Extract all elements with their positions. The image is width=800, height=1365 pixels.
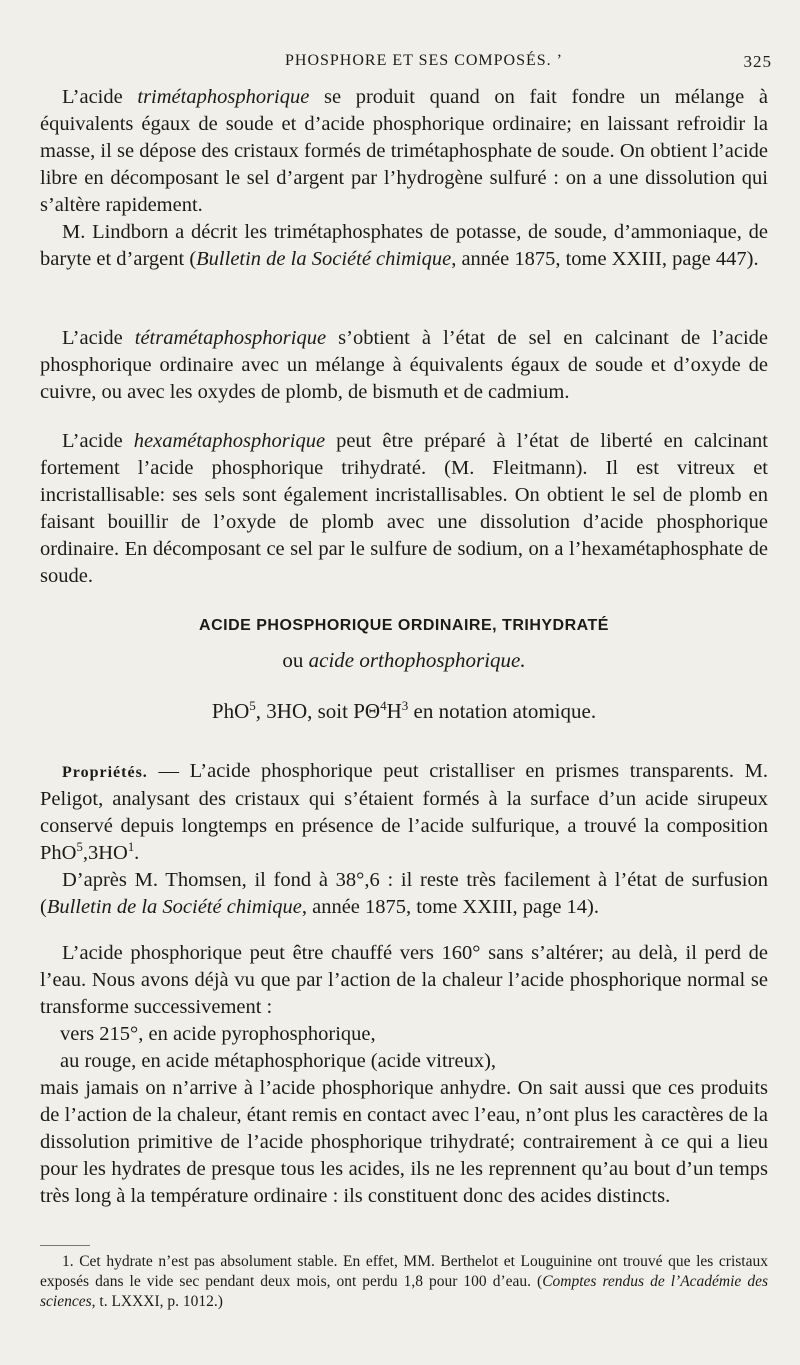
text-span: .	[134, 842, 140, 864]
text-span: M. Lindborn a décrit les trimétaphosphates de potasse, de soude, d’ammoniaque, de baryte et d’argent (	[40, 221, 768, 270]
text-span: L’acide	[62, 430, 134, 452]
text-span: mais jamais on n’arrive à l’acide phosphorique anhydre. On sait aussi que ces produits de l’action de la chaleur, étant remis en contact avec l’eau, n’ont plus les caractères de la dissolution primitive de l’acide phosphorique trihydraté; contrairement à ce qui a lieu pour les hydrates de presque tous les acides, ils ne les reprennent qu’au bout d’un temps très long à la température ordinaire : ils constituent donc des acides distincts.	[40, 1077, 768, 1207]
text-span: L’acide	[62, 86, 138, 108]
section-subheading	[40, 648, 768, 673]
citation-title: Comptes rendus de l’Académie des sciences	[40, 1273, 768, 1310]
text-span: PhO	[211, 699, 250, 723]
text-block-properties	[40, 758, 768, 921]
citation-title: Bulletin de la Société chimique	[46, 896, 302, 918]
text-span: 1. Cet hydrate n’est pas absolument stable. En effet, MM. Berthelot et Louguinine ont trouvé que les cristaux exposés dans le vide sec pendant deux mois, ont perdu 1,8 pour 100 d’eau. (	[40, 1253, 768, 1290]
paragraph-hexametaphosphoric	[40, 428, 768, 590]
text-span: L’acide phosphorique peut être chauffé vers 160° sans s’altérer; au delà, il perd de l’eau. Nous avons déjà vu que par l’action de la chaleur l’acide phosphorique normal se transforme successivement :	[40, 942, 768, 1018]
superscript: 5	[76, 840, 83, 855]
text-span: ou	[282, 648, 309, 672]
citation-title: Bulletin de la Société chimique	[196, 248, 452, 270]
footnote-text	[40, 1252, 768, 1312]
running-title: PHOSPHORE ET SES COMPOSÉS. ’	[285, 52, 563, 69]
paragraph-heating	[40, 940, 768, 1210]
text-block-metaphosphoric	[40, 84, 768, 273]
footnote-rule	[40, 1245, 90, 1246]
text-span: , t. LXXXI, p. 1012.)	[91, 1293, 223, 1310]
paragraph-lindborn	[40, 219, 768, 273]
chemical-formula	[40, 699, 768, 724]
footnote-marker: 1	[127, 840, 135, 855]
paragraph-thomsen	[40, 867, 768, 921]
run-in-heading: Propriétés.	[62, 764, 148, 781]
text-span: ,3HO	[82, 842, 128, 864]
text-span: , 3HO, soit PΘ	[255, 699, 381, 723]
text-block-hexametaphosphoric	[40, 428, 768, 590]
paragraph-trimetaphosphoric	[40, 84, 768, 219]
paragraph-tetrametaphosphoric	[40, 325, 768, 406]
text-span: D’après M. Thomsen, il fond à 38°,6 : il reste très facilement à l’état de surfusion (	[40, 869, 768, 918]
italic-term: acide orthophosphorique.	[308, 648, 526, 672]
text-span: en notation atomique.	[408, 699, 597, 723]
text-span: s’obtient à l’état de sel en calcinant de l’acide phosphorique ordinaire avec un mélange à équivalents égaux de soude et d’oxyde de cuivre, ou avec les oxydes de plomb, de bismuth et de cadmium.	[40, 327, 769, 403]
page-header	[40, 52, 772, 78]
text-span: , année 1875, tome XXIII, page 447).	[451, 248, 759, 270]
superscript: 4	[380, 698, 387, 713]
text-span: L’acide	[62, 327, 135, 349]
text-span: , année 1875, tome XXIII, page 14).	[301, 896, 600, 918]
paragraph-properties	[40, 758, 768, 867]
italic-term: trimétaphosphorique	[137, 86, 310, 108]
footnote	[40, 1252, 768, 1312]
section-heading: ACIDE PHOSPHORIQUE ORDINAIRE, TRIHYDRATÉ	[199, 617, 609, 634]
list-item: au rouge, en acide métaphosphorique (acide vitreux),	[60, 1050, 497, 1072]
list-item: vers 215°, en acide pyrophosphorique,	[60, 1023, 376, 1045]
text-span: H	[386, 699, 402, 723]
italic-term: tétramétaphosphorique	[134, 327, 327, 349]
text-block-tetrametaphosphoric	[40, 325, 768, 406]
text-block-heating	[40, 940, 768, 1210]
page-number: 325	[743, 52, 772, 71]
text-span: — L’acide phosphorique peut cristalliser en prismes transparents. M. Peligot, analysant des cristaux qui s’étaient formés à la surface d’un acide sirupeux conservé depuis longtemps en présence de l’acide sulfurique, a trouvé la composition PhO	[40, 760, 768, 864]
italic-term: hexamétaphosphorique	[133, 430, 326, 452]
text-span: se produit quand on fait fondre un mélange à équivalents égaux de soude et d’acide phosphorique ordinaire; en laissant refroidir la masse, il se dépose des cristaux formés de trimétaphosphate de soude. On obtient l’acide libre en décomposant le sel d’argent par l’hydrogène sulfuré : on a une dissolution qui s’altère rapidement.	[40, 86, 768, 216]
text-span: peut être préparé à l’état de liberté en calcinant fortement l’acide phosphorique trihydraté. (M. Fleitmann). Il est vitreux et incristallisable: ses sels sont également incristallisables. On obtient le sel de plomb en faisant bouillir de l’oxyde de plomb avec une dissolution d’acide phosphorique ordinaire. En décomposant ce sel par le sulfure de sodium, on a l’hexamétaphosphate de soude.	[40, 430, 769, 587]
superscript: 5	[249, 698, 256, 713]
superscript: 3	[401, 698, 409, 713]
